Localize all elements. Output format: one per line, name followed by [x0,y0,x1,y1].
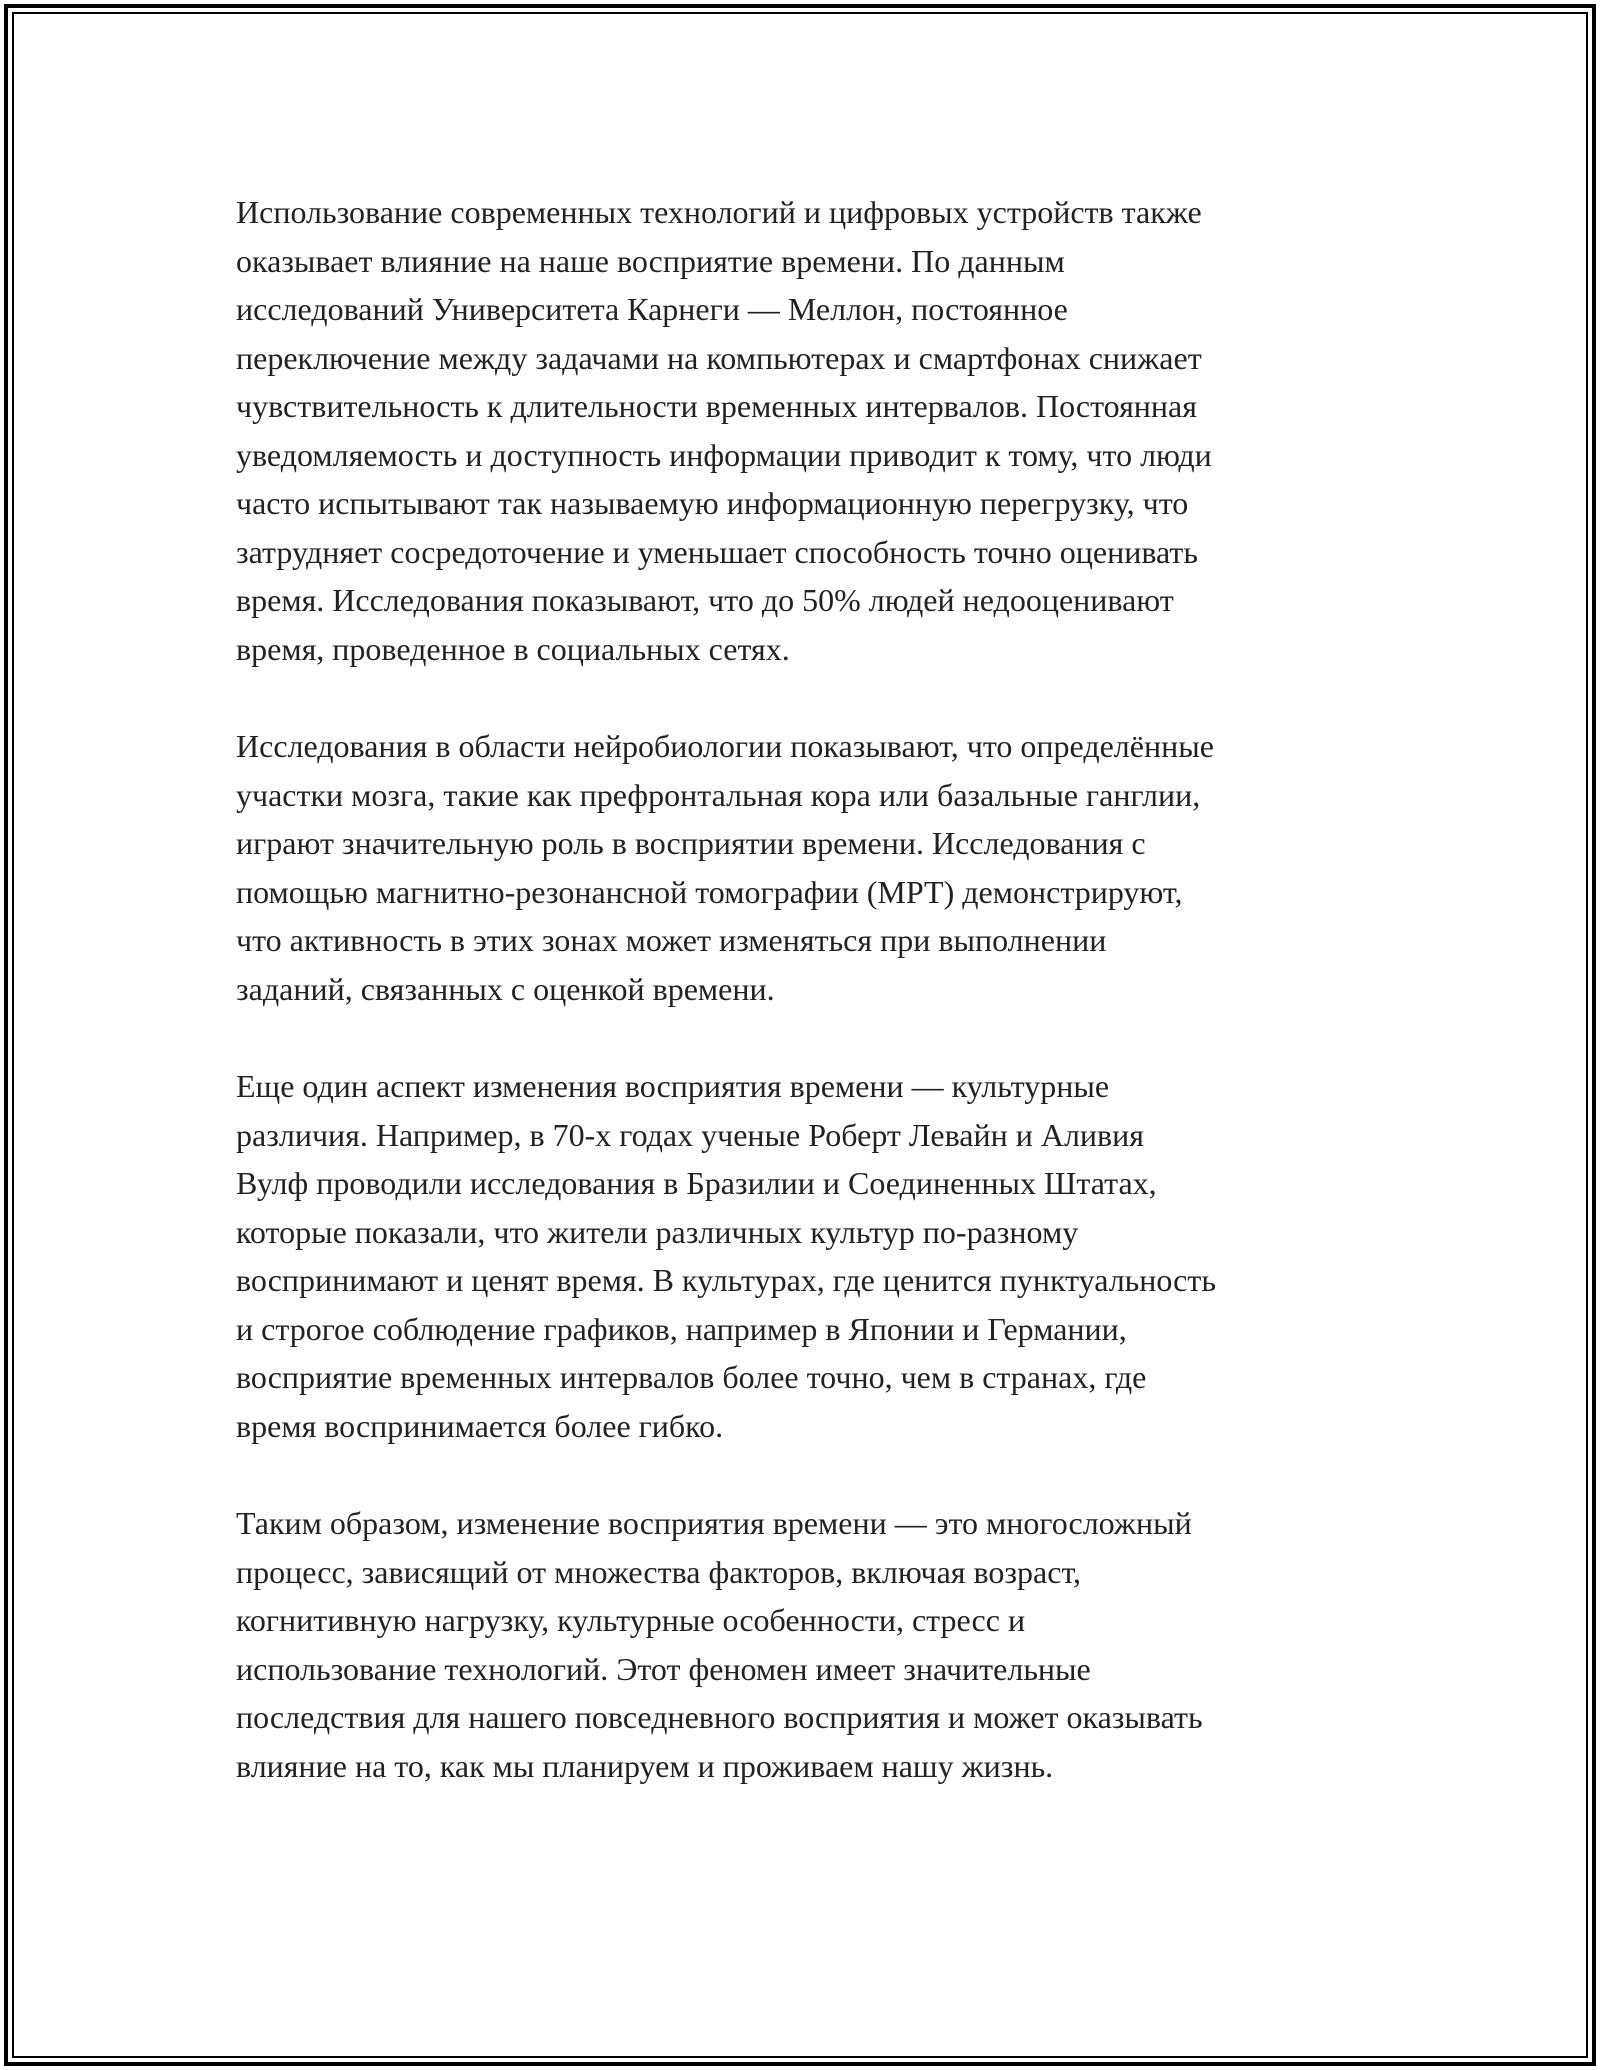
text-line: время. Исследования показывают, что до 50% людей недооценивают [236,582,1174,618]
text-line: и строгое соблюдение графиков, например в Японии и Германии, [236,1310,1127,1347]
text-line: когнитивную нагрузку, культурные особенности, стресс и [236,1602,1026,1638]
text-line: Еще один аспект изменения восприятия времени — культурные [236,1068,1110,1104]
text-line: Исследования в области нейробиологии показывают, что определённые [236,728,1214,764]
text-line: участки мозга, такие как префронтальная кора или базальные ганглии, [236,776,1201,813]
text-line: чувствительность к длительности временных интервалов. Постоянная [236,388,1197,424]
text-line: часто испытывают так называемую информационную перегрузку, что [236,485,1189,521]
text-line: исследований Университета Карнеги — Меллон, постоянное [236,291,1068,327]
text-line: переключение между задачами на компьютерах и смартфонах снижает [236,339,1202,376]
text-line: помощью магнитно-резонансной томографии (МРТ) демонстрируют, [236,873,1183,910]
paragraph-3 [236,1062,1376,1450]
text-line: затрудняет сосредоточение и уменьшает способность точно оценивать [236,533,1198,570]
text-line: которые показали, что жители различных культур по-разному [236,1213,1079,1250]
text-line: заданий, связанных с оценкой времени. [236,970,775,1007]
text-line: Использование современных технологий и цифровых устройств также [236,194,1202,230]
text-line: время, проведенное в социальных сетях. [236,630,790,667]
text-line: воспринимают и ценят время. В культурах, где ценится пунктуальность [236,1262,1216,1298]
text-line: восприятие временных интервалов более точно, чем в странах, где [236,1359,1147,1395]
paragraph-2 [236,722,1376,1013]
text-line: использование технологий. Этот феномен имеет значительные [236,1650,1091,1687]
text-line: оказывает влияние на наше восприятие времени. По данным [236,242,1065,279]
text-line: Вулф проводили исследования в Бразилии и Соединенных Штатах, [236,1165,1157,1201]
paragraph-4 [236,1499,1376,1790]
text-line: что активность в этих зонах может изменяться при выполнении [236,922,1107,958]
text-line: Таким образом, изменение восприятия времени — это многосложный [236,1505,1192,1541]
text-line: время воспринимается более гибко. [236,1407,724,1444]
document-body [236,188,1376,1839]
text-line: влияние на то, как мы планируем и проживаем нашу жизнь. [236,1747,1054,1784]
text-line: уведомляемость и доступность информации приводит к тому, что люди [236,436,1212,473]
text-line: играют значительную роль в восприятии времени. Исследования с [236,825,1146,861]
paragraph-1 [236,188,1376,673]
text-line: различия. Например, в 70-х годах ученые Роберт Левайн и Аливия [236,1116,1144,1153]
text-line: последствия для нашего повседневного восприятия и может оказывать [236,1699,1203,1735]
text-line: процесс, зависящий от множества факторов, включая возраст, [236,1553,1082,1590]
